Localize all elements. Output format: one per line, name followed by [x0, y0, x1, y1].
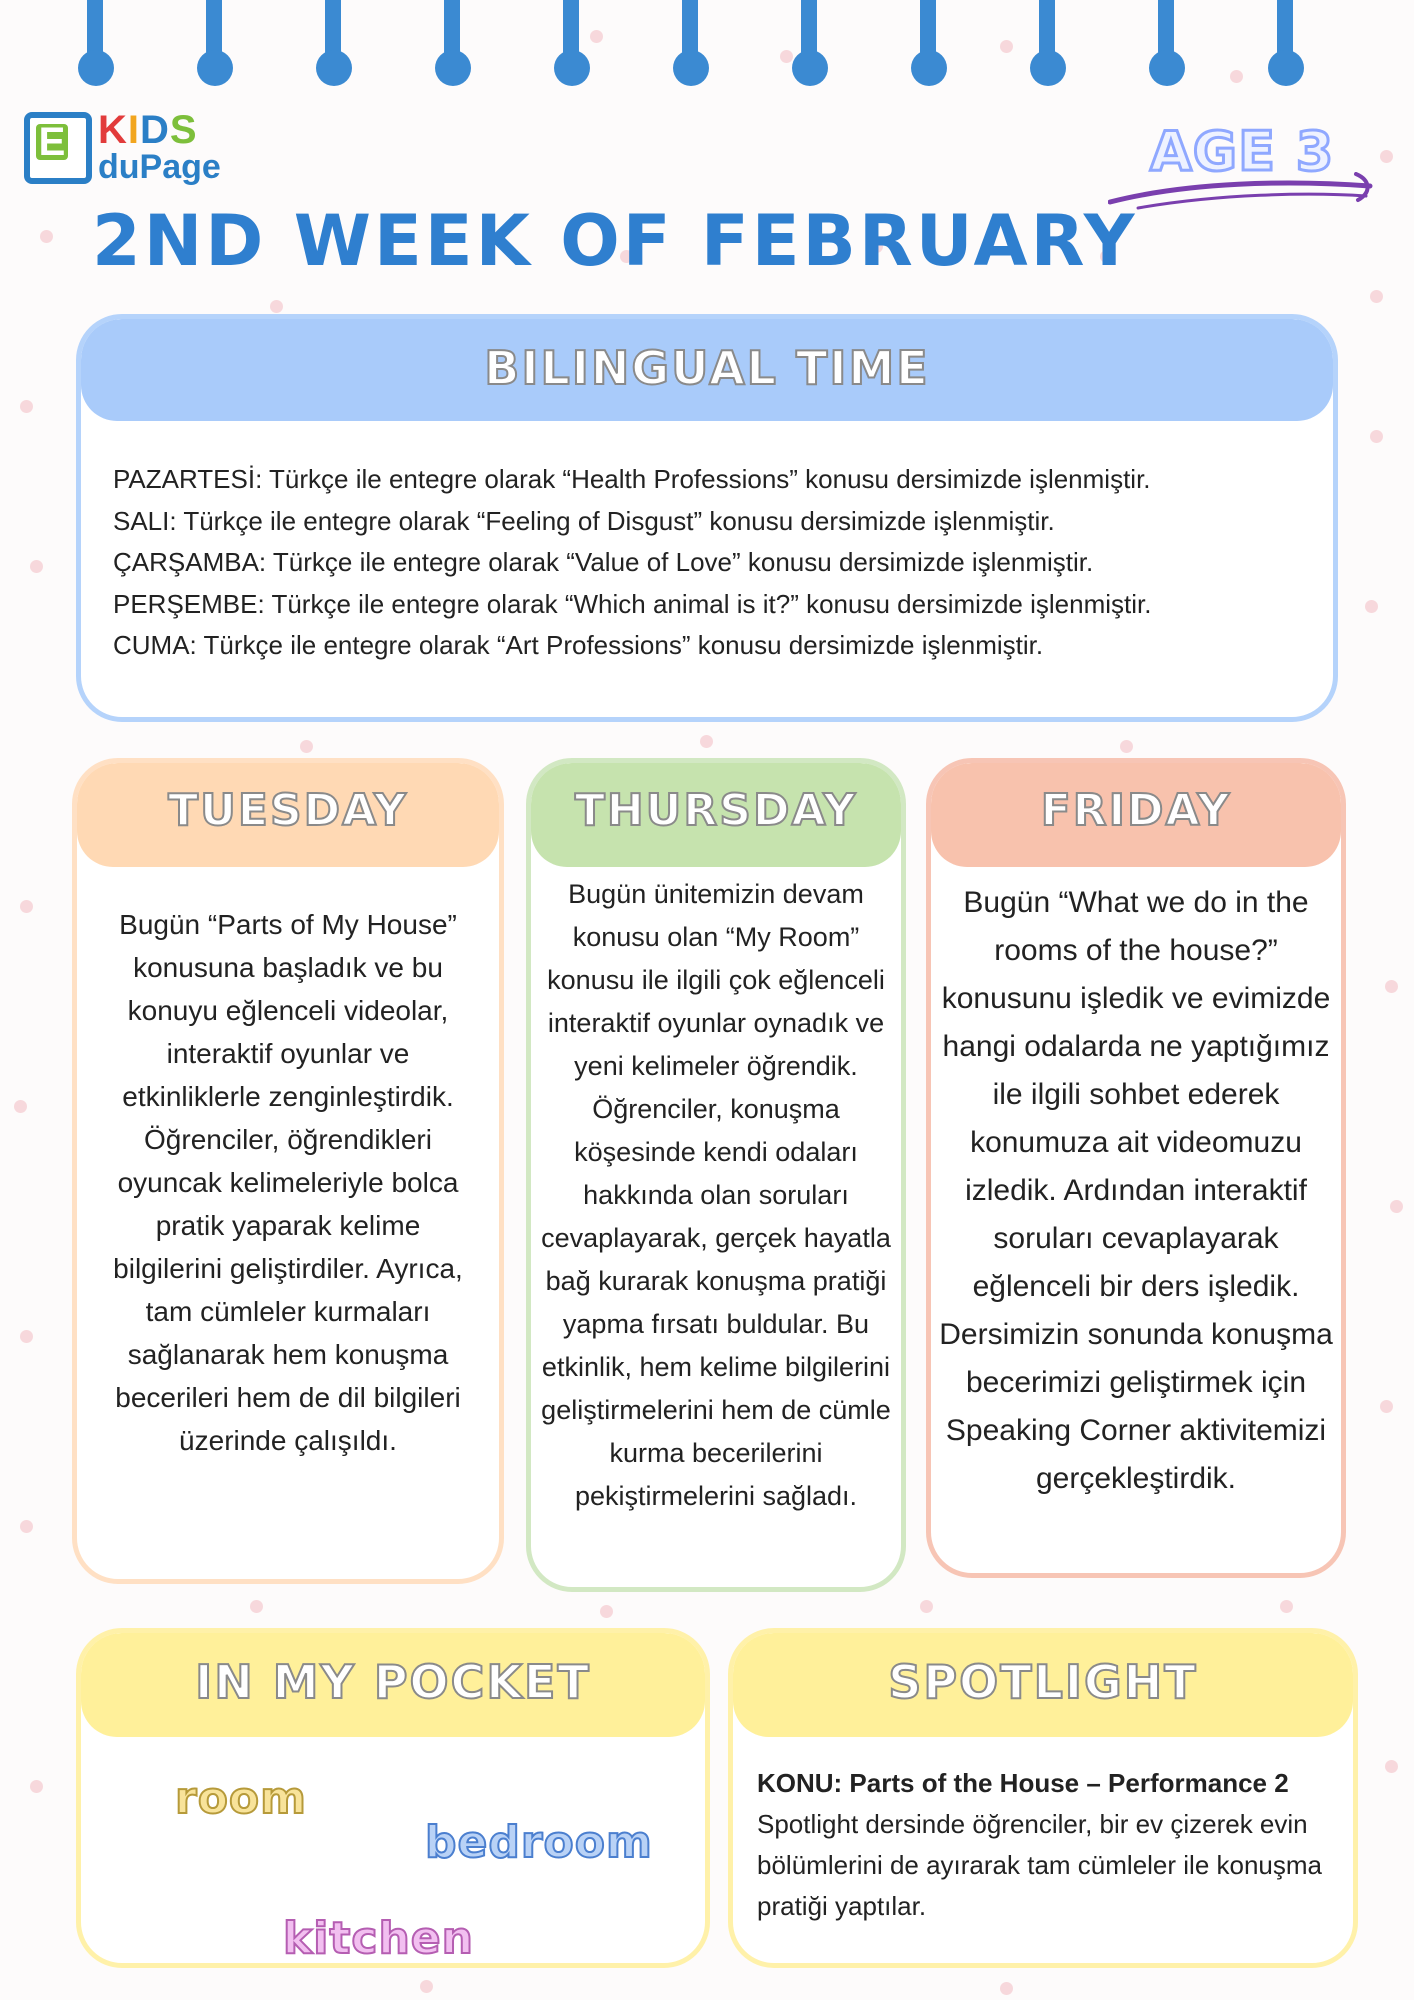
thursday-card: [526, 758, 906, 1592]
binder-ring: [673, 0, 707, 92]
swoosh-decoration: [1108, 172, 1378, 212]
card-header: [81, 1633, 705, 1737]
bilingual-line: ÇARŞAMBA: Türkçe ile entegre olarak “Value of Love” konusu dersimizde işlenmiştir.: [113, 547, 1094, 577]
binder-ring: [1030, 0, 1064, 92]
vocab-word: bedroom: [425, 1817, 653, 1868]
friday-text: Bugün “What we do in the rooms of the house?” konusunu işledik ve evimizde hangi odalarda ne yaptığımız ile ilgili sohbet ederek konumuza ait videomuzu izledik. Ardından interaktif soruları cevaplayarak eğlenceli bir ders işledik. Dersimizin sonunda konuşma becerimizi geliştirmek için Speaking Corner aktivitemizi gerçekleştirdik.: [939, 886, 1333, 1495]
bilingual-line: PAZARTESİ: Türkçe ile entegre olarak “Health Professions” konusu dersimizde işlenmiştir.: [113, 464, 1151, 494]
card-title: TUESDAY: [168, 785, 408, 836]
binder-ring: [911, 0, 945, 92]
card-header: [81, 319, 1333, 421]
card-title: FRIDAY: [1040, 785, 1232, 836]
binder-ring: [316, 0, 350, 92]
binder-ring: [78, 0, 112, 92]
bilingual-line: CUMA: Türkçe ile entegre olarak “Art Professions” konusu dersimizde işlenmiştir.: [113, 630, 1044, 660]
tuesday-card: [72, 758, 504, 1584]
card-title: IN MY POCKET: [195, 1655, 591, 1709]
logo-e-icon: [24, 112, 92, 184]
binder-ring: [197, 0, 231, 92]
bilingual-line: SALI: Türkçe ile entegre olarak “Feeling of Disgust” konusu dersimizde işlenmiştir.: [113, 505, 1055, 536]
logo-letter: E: [36, 124, 68, 160]
in-my-pocket-card: [76, 1628, 710, 1968]
vocab-word: kitchen: [283, 1913, 474, 1964]
card-title: BILINGUAL TIME: [484, 341, 930, 395]
age-badge: AGE 3: [1150, 120, 1335, 183]
binder-ring: [1149, 0, 1183, 92]
spotlight-subject: KONU: Parts of the House – Performance 2: [757, 1768, 1289, 1798]
card-header: [531, 763, 901, 867]
card-header: [77, 763, 499, 867]
tuesday-text: Bugün “Parts of My House” konusuna başladık ve bu konuyu eğlenceli videolar, interaktif oyunlar ve etkinliklerle zenginleştirdik. Öğrenciler, öğrendikleri oyuncak kelimeleriyle bolca pratik yaparak kelime bilgilerini geliştirdiler. Ayrıca, tam cümleler kurmaları sağlanarak hem konuşma becerileri hem de dil bilgileri üzerinde çalışıldı.: [113, 909, 463, 1456]
vocab-word: room: [175, 1773, 308, 1824]
card-title: THURSDAY: [574, 785, 858, 836]
binder-ring: [792, 0, 826, 92]
spotlight-text: Spotlight dersinde öğrenciler, bir ev çizerek evin bölümlerini de ayırarak tam cümleler ile konuşma pratiği yaptılar.: [757, 1809, 1323, 1921]
spotlight-body: [757, 1763, 1335, 1927]
bilingual-line: PERŞEMBE: Türkçe ile entegre olarak “Which animal is it?” konusu dersimizde işlenmiştir.: [113, 588, 1152, 619]
card-title: SPOTLIGHT: [888, 1655, 1198, 1709]
bilingual-time-card: [76, 314, 1338, 722]
bilingual-lines: [113, 459, 1313, 667]
logo-kids-text: KIDS: [98, 108, 198, 152]
binder-ring: [554, 0, 588, 92]
page-title: 2ND WEEK OF FEBRUARY: [92, 200, 1138, 282]
binder-ring: [435, 0, 469, 92]
friday-card: [926, 758, 1346, 1578]
spotlight-card: [728, 1628, 1358, 1968]
thursday-text: Bugün ünitemizin devam konusu olan “My Room” konusu ile ilgili çok eğlenceli interaktif oyunlar oynadık ve yeni kelimeler öğrendik. Öğrenciler, konuşma köşesinde kendi odaları hakkında olan soruları cevaplayarak, gerçek hayatla bağ kurarak konuşma pratiği yapma fırsatı buldular. Bu etkinlik, hem kelime bilgilerini geliştirmelerini hem de cümle kurma becerilerini pekiştirmelerini sağladı.: [541, 879, 891, 1511]
logo-dupage-text: duPage: [98, 148, 221, 186]
card-header: [931, 763, 1341, 867]
binder-ring: [1268, 0, 1302, 92]
card-header: [733, 1633, 1353, 1737]
